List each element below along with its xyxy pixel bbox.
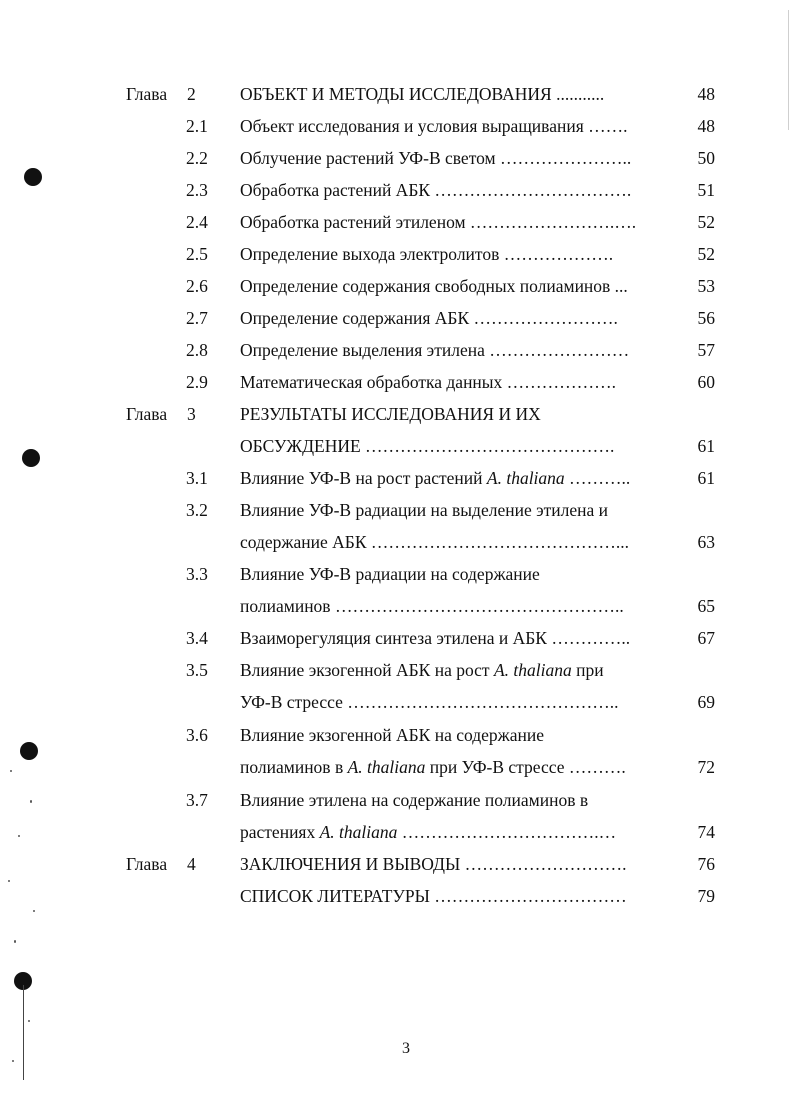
chapter-label: Глава	[126, 84, 168, 104]
toc-page-number: 61	[697, 436, 715, 456]
toc-section-row	[0, 562, 793, 586]
toc-page-number: 52	[697, 212, 715, 232]
chapter-title: ЗАКЛЮЧЕНИЯ И ВЫВОДЫ ……………………….	[240, 854, 627, 874]
toc-page-number: 76	[697, 854, 715, 874]
toc-section-row	[0, 274, 793, 298]
section-number: 2.6	[186, 276, 208, 296]
section-number: 2.3	[186, 180, 208, 200]
section-title: Обработка растений АБК …………………………….	[240, 180, 632, 200]
section-title: Влияние УФ-В радиации на выделение этилена и	[240, 500, 608, 520]
page-number: 3	[402, 1040, 410, 1057]
toc-section-row	[0, 466, 793, 490]
toc-continuation-row	[0, 434, 793, 458]
section-number: 3.6	[186, 725, 208, 745]
toc-section-row	[0, 626, 793, 650]
section-number: 2.5	[186, 244, 208, 264]
toc-continuation-row	[0, 594, 793, 618]
section-title-continuation: содержание АБК ……………………………………...	[240, 532, 630, 552]
section-title: Облучение растений УФ-В светом …………………..	[240, 148, 632, 168]
section-number: 2.8	[186, 340, 208, 360]
toc-section-row	[0, 242, 793, 266]
toc-section-row	[0, 178, 793, 202]
toc-page-number: 56	[697, 308, 715, 328]
toc-page-number: 63	[697, 532, 715, 552]
toc-section-row	[0, 370, 793, 394]
section-title: Влияние УФ-В на рост растений A. thaliana ………..	[240, 468, 631, 488]
toc-page-number: 51	[697, 180, 715, 200]
bibliography-title: СПИСОК ЛИТЕРАТУРЫ ……………………………	[240, 886, 627, 906]
section-title-continuation: УФ-В стрессе ………………………………………..	[240, 692, 619, 712]
toc-page-number: 50	[697, 148, 715, 168]
toc-chapter-row	[0, 82, 793, 106]
toc-chapter-row	[0, 884, 793, 908]
toc-page-number: 65	[697, 596, 715, 616]
scan-speck	[12, 1060, 14, 1062]
toc-section-row	[0, 146, 793, 170]
section-number: 2.9	[186, 372, 208, 392]
toc-page-number: 60	[697, 372, 715, 392]
toc-section-row	[0, 498, 793, 522]
toc-page-number: 61	[697, 468, 715, 488]
section-title: Влияние этилена на содержание полиаминов в	[240, 790, 589, 810]
toc-page-number: 69	[697, 692, 715, 712]
chapter-number: 2	[187, 84, 196, 104]
section-title: Определение содержания АБК …………………….	[240, 308, 618, 328]
section-number: 3.3	[186, 564, 208, 584]
toc-continuation-row	[0, 820, 793, 844]
section-number: 3.2	[186, 500, 208, 520]
toc-page-number: 74	[697, 822, 715, 842]
section-title: Влияние экзогенной АБК на содержание	[240, 725, 545, 745]
section-title: Определение выделения этилена ……………………	[240, 340, 630, 360]
section-title: Определение содержания свободных полиаминов ...	[240, 276, 628, 296]
section-number: 3.7	[186, 790, 208, 810]
toc-page-number: 48	[697, 116, 715, 136]
section-title-continuation: полиаминов в A. thaliana при УФ-В стрессе ……….	[240, 757, 626, 777]
toc-page-number: 79	[697, 886, 715, 906]
section-title: Взаиморегуляция синтеза этилена и АБК …………..	[240, 628, 631, 648]
toc-section-row	[0, 114, 793, 138]
toc-section-row	[0, 658, 793, 682]
toc-page-number: 57	[697, 340, 715, 360]
toc-continuation-row	[0, 755, 793, 779]
toc-section-row	[0, 788, 793, 812]
toc-page-number: 52	[697, 244, 715, 264]
toc-continuation-row	[0, 530, 793, 554]
toc-page-number: 67	[697, 628, 715, 648]
section-title-continuation: растениях A. thaliana …………………………….…	[240, 822, 617, 842]
section-title: Определение выхода электролитов ……………….	[240, 244, 614, 264]
scan-speck	[28, 1020, 30, 1022]
scan-edge-line	[23, 985, 24, 1080]
section-title: Объект исследования и условия выращивания …….	[240, 116, 628, 136]
section-title: Математическая обработка данных ……………….	[240, 372, 617, 392]
section-title: Влияние УФ-В радиации на содержание	[240, 564, 540, 584]
chapter-label: Глава	[126, 404, 168, 424]
section-number: 2.2	[186, 148, 208, 168]
toc-page-number: 53	[697, 276, 715, 296]
chapter-title-continuation: ОБСУЖДЕНИЕ …………………………………….	[240, 436, 615, 456]
toc-continuation-row	[0, 690, 793, 714]
chapter-label: Глава	[126, 854, 168, 874]
toc-section-row	[0, 338, 793, 362]
scan-speck	[33, 910, 35, 912]
scan-speck	[14, 940, 16, 943]
toc-chapter-row	[0, 402, 793, 426]
toc-page-number: 72	[697, 757, 715, 777]
toc-section-row	[0, 210, 793, 234]
section-number: 3.1	[186, 468, 208, 488]
chapter-title: ОБЪЕКТ И МЕТОДЫ ИССЛЕДОВАНИЯ ...........	[240, 84, 605, 104]
chapter-number: 3	[187, 404, 196, 424]
toc-page-number: 48	[697, 84, 715, 104]
section-number: 3.4	[186, 628, 208, 648]
section-title-continuation: полиаминов …………………………………………..	[240, 596, 624, 616]
toc-section-row	[0, 306, 793, 330]
scan-edge-line	[788, 10, 789, 130]
section-number: 2.4	[186, 212, 208, 232]
toc-chapter-row	[0, 852, 793, 876]
section-number: 3.5	[186, 660, 208, 680]
section-number: 2.7	[186, 308, 208, 328]
section-number: 2.1	[186, 116, 208, 136]
chapter-number: 4	[187, 854, 196, 874]
scan-speck	[8, 880, 10, 882]
toc-section-row	[0, 723, 793, 747]
section-title: Обработка растений этиленом …………………….….	[240, 212, 637, 232]
section-title: Влияние экзогенной АБК на рост A. thaliana при	[240, 660, 604, 680]
chapter-title: РЕЗУЛЬТАТЫ ИССЛЕДОВАНИЯ И ИХ	[240, 404, 541, 424]
